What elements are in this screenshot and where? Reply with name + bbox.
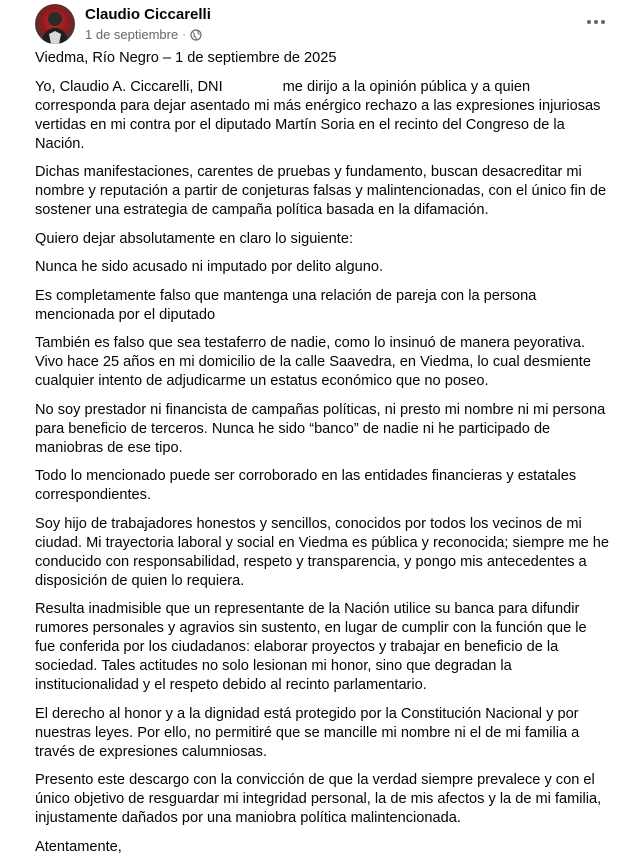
paragraph-intro	[35, 78, 610, 154]
post-meta	[85, 27, 202, 42]
more-options-icon[interactable]	[584, 10, 608, 34]
post-date[interactable]: 1 de septiembre	[85, 27, 179, 42]
meta-separator: ·	[182, 28, 186, 41]
avatar-image-icon	[35, 4, 75, 44]
paragraph-12: Presento este descargo con la convicción de que la verdad siempre prevalece y con el único objetivo de resguardar mi integridad personal, la de mis afectos y la de mi familia, injustamente dañados por una maniobra política malintencionada.	[35, 772, 602, 826]
paragraph-10: Resulta inadmisible que un representante de la Nación utilice su banca para difundir rumores personales y agravios sin sustento, en lugar de cumplir con la función que le fue conferida por los ciudadanos: elaborar proyectos y trabajar en beneficio de la sociedad. Tales actitudes no solo lesionan mi honor, sino que degradan la institucionalidad y el respeto debido al recinto parlamentario.	[35, 601, 587, 693]
paragraph-9: Soy hijo de trabajadores honestos y sencillos, conocidos por todos los vecinos de mi ciudad. Mi trayectoria laboral y social en Viedma es pública y reconocida; siempre me he conducido con responsabilidad, respeto y transparencia, y pongo mis antecedentes a disposición de quien lo requiera.	[35, 515, 610, 589]
paragraph-5: Es completamente falso que mantenga una relación de pareja con la persona mencionada por el diputado	[35, 287, 537, 323]
paragraph-11: El derecho al honor y a la dignidad está protegido por la Constitución Nacional y por nuestras leyes. Por ello, no permitiré que se mancille mi nombre ni el de mi familia a través de expresiones calumniosas.	[35, 705, 580, 760]
post-body	[35, 49, 610, 866]
closing: Atentamente,	[35, 838, 122, 855]
paragraph-2: Dichas manifestaciones, carentes de pruebas y fundamento, buscan desacreditar mi nombre y reputación a partir de conjeturas falsas y malintencionadas, con el único fin de sostener una estrategia de campaña política basada en la difamación.	[35, 164, 607, 218]
globe-icon	[190, 29, 202, 41]
paragraph-7: No soy prestador ni financista de campañas políticas, ni presto mi nombre ni mi persona para beneficio de terceros. Nunca he sido “banco” de nadie ni he participado de maniobras de ese tipo.	[35, 401, 606, 456]
dateline: Viedma, Río Negro – 1 de septiembre de 2025	[35, 50, 337, 66]
paragraph-6: También es falso que sea testaferro de nadie, como lo insinuó de manera peyorativa. Vivo hace 25 años en mi domicilio de la calle Saavedra, en Viedma, lo cual desmiente cualquier intento de adjudicarme un estatus económico que no poseo.	[35, 335, 591, 389]
paragraph-4: Nunca he sido acusado ni imputado por delito alguno.	[35, 259, 384, 275]
paragraph-8: Todo lo mencionado puede ser corroborado en las entidades financieras y estatales correspondientes.	[35, 468, 577, 503]
paragraph-intro-rest: me dirijo a la opinión pública y a quien corresponda para dejar asentado mi más enérgico rechazo a las expresiones injuriosas vertidas en mi contra por el diputado Martín Soria en el recinto del Congreso de la Nación.	[35, 78, 601, 152]
author-name[interactable]: Claudio Ciccarelli	[85, 6, 211, 23]
post-header	[35, 2, 610, 46]
paragraph-intro-start: Yo, Claudio A. Ciccarelli, DNI	[35, 78, 223, 95]
paragraph-3: Quiero dejar absolutamente en claro lo siguiente:	[35, 230, 354, 247]
avatar[interactable]	[35, 4, 75, 44]
